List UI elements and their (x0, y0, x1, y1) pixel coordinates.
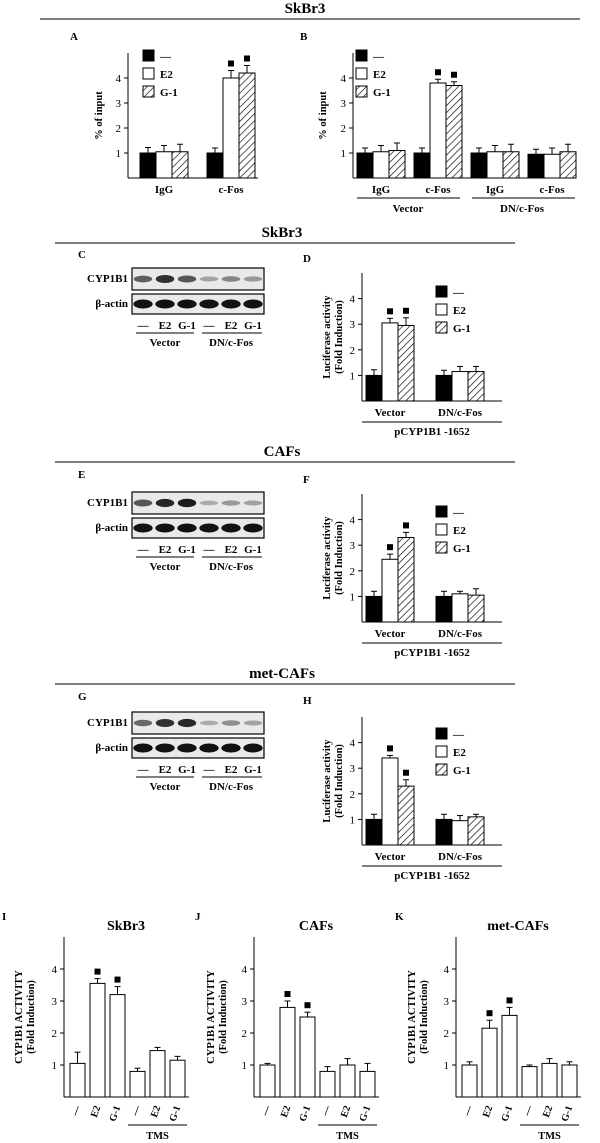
legend-swatch (143, 68, 154, 79)
lane-label: — (137, 764, 149, 776)
blot-band (134, 720, 152, 727)
chart-title: CAFs (298, 919, 334, 934)
x-tick-label: G-1 (167, 1104, 184, 1124)
panel-label-g: G (78, 691, 87, 703)
chart-title: met-CAFs (487, 919, 549, 934)
group-label: pCYP1B1 -1652 (394, 426, 470, 438)
x-tick-label: G-1 (357, 1104, 374, 1124)
x-tick-label: E2 (540, 1104, 556, 1119)
y-axis-label: CYP1B1 ACTIVITY (206, 970, 217, 1064)
bar (260, 1065, 275, 1097)
blot-band (155, 524, 174, 533)
y-tick-label: 2 (115, 123, 121, 135)
blot-band (155, 300, 174, 309)
blot-band (155, 744, 174, 753)
x-tick-label: G-1 (559, 1104, 576, 1124)
legend-swatch (436, 764, 447, 775)
x-tick-label: IgG (371, 184, 391, 196)
blot-band (133, 524, 152, 533)
group-label: Vector (149, 337, 181, 349)
legend-label: — (373, 51, 384, 63)
legend-swatch (143, 50, 154, 61)
y-tick-label: 3 (241, 996, 247, 1008)
x-tick-label: E2 (148, 1104, 164, 1119)
x-tick-label: DN/c-Fos (438, 628, 482, 640)
bar (223, 78, 239, 178)
significance-marker (403, 308, 409, 314)
group-label: pCYP1B1 -1652 (394, 870, 470, 882)
legend-swatch (356, 50, 367, 61)
blot-band (243, 524, 262, 533)
significance-marker (387, 308, 393, 314)
x-tick-label: c-Fos (218, 184, 244, 196)
blot-band (222, 500, 240, 505)
bar (436, 596, 452, 622)
legend-swatch (436, 728, 447, 739)
bar (468, 817, 484, 845)
x-tick-label: E2 (88, 1104, 104, 1119)
x-tick-label: IgG (485, 184, 505, 196)
bar (522, 1067, 537, 1097)
y-tick-label: 3 (349, 319, 355, 332)
chart-d (322, 273, 502, 438)
group-label: DN/c-Fos (500, 203, 544, 215)
blot-band (133, 300, 152, 309)
section-title: met-CAFs (249, 666, 315, 682)
lane-label: G-1 (244, 544, 262, 556)
blot-band (244, 501, 262, 506)
bar (373, 152, 389, 178)
blot-band (243, 300, 262, 309)
y-tick-label: 1 (241, 1060, 247, 1072)
blot-row-label: CYP1B1 (87, 497, 128, 509)
bar (414, 153, 430, 178)
blot-band (200, 721, 218, 726)
y-axis-label: % of input (318, 91, 329, 140)
legend-label: — (453, 507, 464, 519)
blot-band (222, 720, 240, 726)
x-tick-label: E2 (278, 1104, 294, 1119)
y-tick-label: 2 (241, 1028, 247, 1040)
lane-label: G-1 (244, 764, 262, 776)
blot-band (199, 524, 218, 533)
legend-label: G-1 (453, 323, 471, 335)
bar (357, 153, 373, 178)
blot-band (200, 501, 218, 506)
y-tick-label: 3 (443, 996, 449, 1008)
y-tick-label: 4 (443, 964, 449, 976)
legend-label: — (453, 287, 464, 299)
significance-marker (285, 991, 291, 997)
blot-row-label: β-actin (95, 522, 128, 534)
chart-a (94, 50, 258, 196)
y-tick-label: 2 (51, 1028, 57, 1040)
bar (300, 1017, 315, 1097)
legend-label: E2 (453, 525, 466, 537)
legend-swatch (356, 68, 367, 79)
y-tick-label: 4 (349, 293, 355, 306)
bar (544, 154, 560, 178)
bar (560, 152, 576, 178)
bar (452, 594, 468, 622)
panel-label-a: A (70, 31, 78, 43)
bar (130, 1071, 145, 1097)
x-tick-label: — (319, 1104, 334, 1118)
legend-swatch (436, 286, 447, 297)
x-tick-label: — (129, 1104, 144, 1118)
legend-swatch (436, 506, 447, 517)
legend-label: — (160, 51, 171, 63)
group-label: DN/c-Fos (209, 561, 253, 573)
panel-label-h: H (303, 695, 312, 707)
blot-band (221, 524, 240, 533)
bar (462, 1065, 477, 1097)
blot-band (178, 499, 196, 508)
bar (366, 375, 382, 401)
blot-band (134, 500, 152, 507)
lane-label: E2 (158, 544, 172, 556)
lane-label: G-1 (178, 764, 196, 776)
lane-label: — (203, 320, 215, 332)
group-label: Vector (149, 561, 181, 573)
western-blot-c (87, 268, 264, 349)
bar (471, 153, 487, 178)
significance-marker (244, 56, 250, 62)
lane-label: E2 (158, 764, 172, 776)
x-tick-label: c-Fos (425, 184, 451, 196)
group-label: pCYP1B1 -1652 (394, 647, 470, 659)
blot-band (221, 744, 240, 753)
x-tick-label: E2 (338, 1104, 354, 1119)
section-title: CAFs (263, 444, 301, 460)
y-tick-label: 2 (443, 1028, 449, 1040)
lane-label: E2 (224, 764, 238, 776)
bar (280, 1007, 295, 1097)
x-tick-label: Vector (374, 407, 406, 419)
bar (360, 1071, 375, 1097)
chart-f (322, 494, 502, 659)
panel-label-b: B (300, 31, 308, 43)
panel-label-d: D (303, 253, 311, 265)
significance-marker (435, 69, 441, 75)
y-tick-label: 3 (340, 98, 346, 110)
chart-title: SkBr3 (106, 919, 146, 934)
chart-b (318, 50, 576, 215)
y-tick-label: 4 (241, 964, 247, 976)
x-tick-label: E2 (480, 1104, 496, 1119)
bar (436, 375, 452, 401)
blot-band (133, 744, 152, 753)
lane-label: E2 (224, 544, 238, 556)
bar (398, 325, 414, 401)
legend-label: G-1 (373, 87, 391, 99)
x-tick-label: G-1 (297, 1104, 314, 1124)
y-tick-label: 3 (115, 98, 121, 110)
blot-row-label: β-actin (95, 298, 128, 310)
lane-label: G-1 (244, 320, 262, 332)
bar (382, 559, 398, 622)
panel-label-c: C (78, 249, 86, 261)
lane-label: — (137, 320, 149, 332)
legend-label: E2 (453, 305, 466, 317)
legend-label: E2 (453, 747, 466, 759)
bar (150, 1051, 165, 1097)
blot-band (200, 277, 218, 282)
y-tick-label: 2 (349, 788, 355, 801)
y-tick-label: 1 (349, 370, 355, 383)
bar (382, 758, 398, 845)
blot-band (199, 300, 218, 309)
significance-marker (403, 522, 409, 528)
significance-marker (228, 61, 234, 67)
blots-layer (87, 268, 264, 793)
y-axis-label: Luciferase activity (322, 739, 333, 823)
legend-label: G-1 (160, 87, 178, 99)
lane-label: G-1 (178, 544, 196, 556)
y-axis-label: (Fold Induction) (218, 980, 229, 1054)
y-tick-label: 2 (349, 565, 355, 578)
legend-label: G-1 (453, 765, 471, 777)
chart-i (14, 919, 189, 1142)
y-axis-label: CYP1B1 ACTIVITY (14, 970, 25, 1064)
western-blot-e (87, 492, 264, 573)
y-tick-label: 1 (51, 1060, 57, 1072)
y-tick-label: 1 (443, 1060, 449, 1072)
blot-band (156, 275, 174, 283)
bar (430, 83, 446, 178)
y-axis-label: (Fold Induction) (334, 521, 345, 595)
blot-band (177, 744, 196, 753)
bar (110, 995, 125, 1097)
x-tick-label: Vector (374, 628, 406, 640)
blot-band (222, 276, 240, 282)
blot-band (178, 276, 196, 283)
legend-label: — (453, 729, 464, 741)
y-tick-label: 4 (115, 73, 121, 85)
y-tick-label: 4 (349, 737, 355, 750)
blot-band (221, 300, 240, 309)
y-axis-label: % of input (94, 91, 105, 140)
y-axis-label: CYP1B1 ACTIVITY (407, 970, 418, 1064)
lane-label: E2 (158, 320, 172, 332)
legend-swatch (436, 542, 447, 553)
bar (502, 1015, 517, 1097)
blot-band (244, 721, 262, 726)
significance-marker (387, 745, 393, 751)
y-tick-label: 4 (51, 964, 57, 976)
x-tick-label: — (259, 1104, 274, 1118)
bar (528, 154, 544, 178)
bar (172, 152, 188, 178)
lane-label: E2 (224, 320, 238, 332)
legend-swatch (436, 322, 447, 333)
legend-swatch (356, 86, 367, 97)
group-label: TMS (146, 1131, 169, 1142)
bar (468, 372, 484, 401)
section-title: SkBr3 (284, 1, 326, 17)
significance-marker (115, 977, 121, 983)
bar (140, 153, 156, 178)
charts-layer (14, 50, 581, 1142)
y-tick-label: 3 (51, 996, 57, 1008)
blot-row-label: β-actin (95, 742, 128, 754)
bar (482, 1028, 497, 1097)
x-tick-label: DN/c-Fos (438, 407, 482, 419)
group-label: TMS (336, 1131, 359, 1142)
blot-row-label: CYP1B1 (87, 717, 128, 729)
legend-swatch (436, 304, 447, 315)
chart-j (206, 919, 379, 1142)
bar (366, 596, 382, 622)
significance-marker (95, 969, 101, 975)
western-blot-g (87, 712, 264, 793)
x-tick-label: G-1 (499, 1104, 516, 1124)
bar (436, 819, 452, 845)
panel-label-i: I (2, 911, 7, 923)
legend-swatch (436, 746, 447, 757)
y-axis-label: (Fold Induction) (334, 744, 345, 818)
y-tick-label: 4 (349, 514, 355, 527)
blot-band (156, 719, 174, 727)
panel-label-e: E (78, 469, 86, 481)
x-tick-label: Vector (374, 851, 406, 863)
significance-marker (507, 997, 513, 1003)
blot-band (243, 744, 262, 753)
significance-marker (487, 1010, 493, 1016)
bar (503, 152, 519, 178)
y-axis-label: Luciferase activity (322, 295, 333, 379)
blot-row-label: CYP1B1 (87, 273, 128, 285)
chart-h (322, 717, 502, 882)
bar (207, 153, 223, 178)
bar (366, 819, 382, 845)
bar (446, 86, 462, 179)
y-tick-label: 2 (349, 344, 355, 357)
significance-marker (305, 1002, 311, 1008)
panel-label-k: K (395, 911, 404, 923)
group-label: TMS (538, 1131, 561, 1142)
y-tick-label: 2 (340, 123, 346, 135)
blot-band (178, 719, 196, 727)
blot-band (177, 300, 196, 309)
bar (340, 1065, 355, 1097)
x-tick-label: — (69, 1104, 84, 1118)
panel-label-f: F (303, 474, 310, 486)
bar (452, 372, 468, 401)
y-axis-label: (Fold Induction) (26, 980, 37, 1054)
blot-band (134, 276, 152, 283)
bar (389, 151, 405, 179)
lane-label: — (137, 544, 149, 556)
bar (398, 786, 414, 845)
legend-swatch (436, 524, 447, 535)
x-tick-label: G-1 (107, 1104, 124, 1124)
x-tick-label: IgG (154, 184, 174, 196)
x-tick-label: — (461, 1104, 476, 1118)
bar (382, 323, 398, 401)
bar (320, 1071, 335, 1097)
bar (70, 1063, 85, 1097)
legend-swatch (143, 86, 154, 97)
bar (239, 73, 255, 178)
lane-label: — (203, 544, 215, 556)
y-tick-label: 1 (349, 814, 355, 827)
bar (542, 1063, 557, 1097)
legend-label: E2 (160, 69, 173, 81)
bar (90, 983, 105, 1097)
y-tick-label: 1 (115, 148, 121, 160)
y-tick-label: 4 (340, 73, 346, 85)
y-axis-label: (Fold Induction) (334, 300, 345, 374)
chart-k (407, 919, 581, 1142)
legend-label: E2 (373, 69, 386, 81)
blot-band (177, 524, 196, 533)
x-tick-label: DN/c-Fos (438, 851, 482, 863)
x-tick-label: c-Fos (539, 184, 565, 196)
bar (170, 1060, 185, 1097)
group-label: Vector (392, 203, 424, 215)
blot-band (199, 744, 218, 753)
significance-marker (387, 544, 393, 550)
blot-band (156, 499, 174, 507)
y-axis-label: (Fold Induction) (419, 980, 430, 1054)
group-label: DN/c-Fos (209, 781, 253, 793)
x-tick-label: — (521, 1104, 536, 1118)
section-title: SkBr3 (261, 225, 303, 241)
y-tick-label: 1 (340, 148, 346, 160)
bar (452, 821, 468, 845)
bar (487, 152, 503, 178)
y-tick-label: 1 (349, 591, 355, 604)
group-label: DN/c-Fos (209, 337, 253, 349)
bar (562, 1065, 577, 1097)
blot-band (244, 276, 262, 281)
bar (398, 538, 414, 622)
significance-marker (403, 770, 409, 776)
lane-label: — (203, 764, 215, 776)
panel-label-j: J (195, 911, 201, 923)
y-tick-label: 3 (349, 763, 355, 776)
group-label: Vector (149, 781, 181, 793)
y-axis-label: Luciferase activity (322, 516, 333, 600)
y-tick-label: 3 (349, 540, 355, 553)
lane-label: G-1 (178, 320, 196, 332)
significance-marker (451, 72, 457, 78)
bar (156, 152, 172, 178)
legend-label: G-1 (453, 543, 471, 555)
bar (468, 595, 484, 622)
